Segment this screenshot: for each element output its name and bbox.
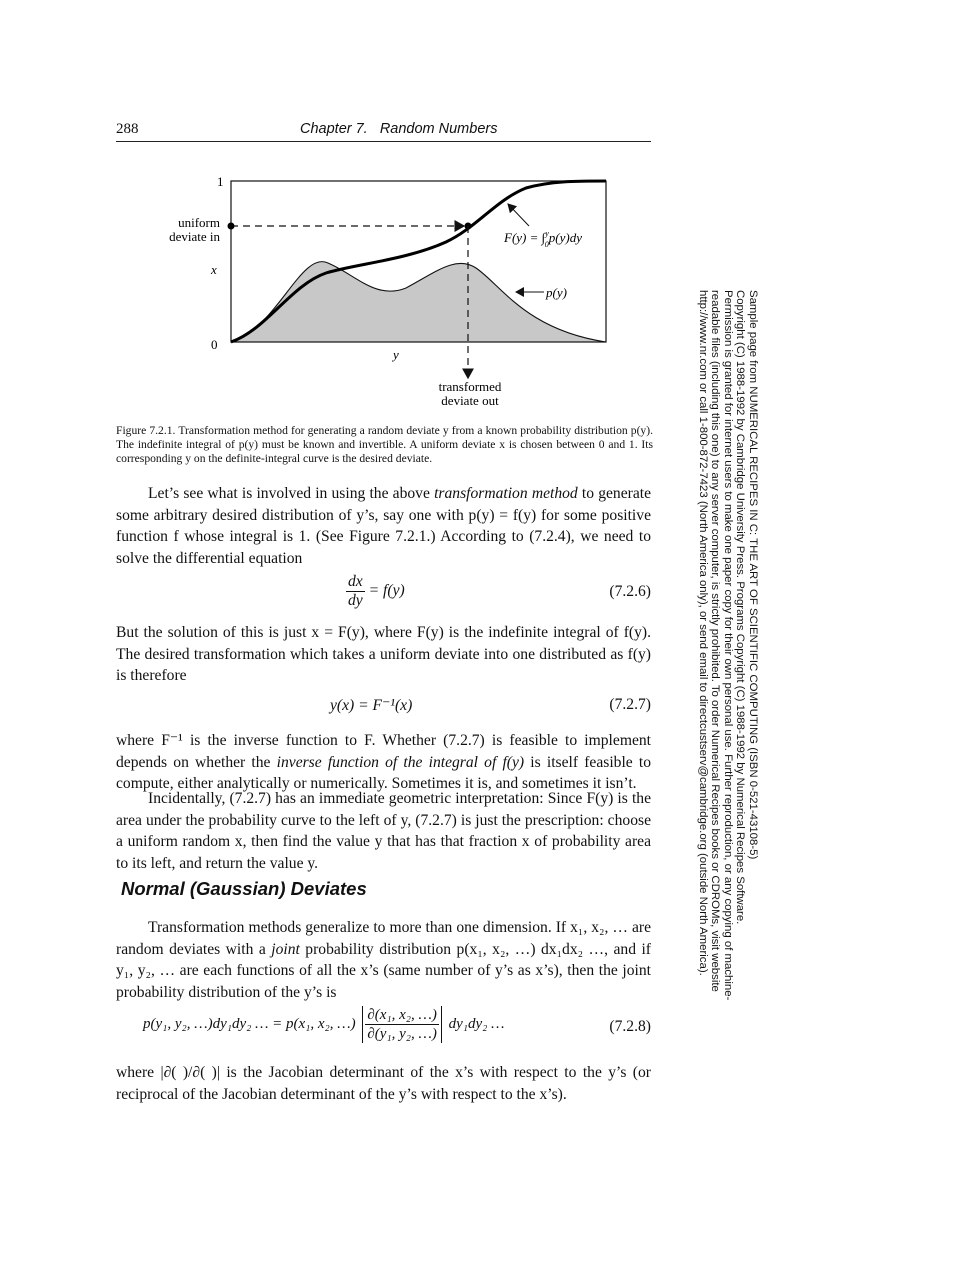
chapter-title: Random Numbers bbox=[379, 121, 498, 137]
paragraph-1: Let’s see what is involved in using the above transformation method to generate some arbitrary desired distribution of y’s, say one with p(y) = f(y) for some positive function f whose integral is 1. (See Figure 7.2.1.) According to (7.2.4), we need to solve the differential equation bbox=[116, 485, 651, 567]
density-label: p(y) bbox=[546, 285, 567, 300]
copyright-sidebar bbox=[695, 290, 759, 1001]
label-deviate-out: deviate out bbox=[441, 393, 499, 408]
sidebar-line-5: http://www.nr.com or call 1-800-872-7423 (North America only), or send email to directcustserv@cambridge.org (outside North America). bbox=[697, 290, 709, 976]
cumulative-pointer bbox=[508, 204, 529, 226]
figure-caption: Figure 7.2.1. Transformation method for generating a random deviate y from a known probability distribution p(y). The indefinite integral of p(y) must be known and invertible. A uniform deviate x is chosen between 0 and 1. Its corresponding y on the definite-integral curve is the desired deviate. bbox=[116, 424, 653, 465]
page-number: 288 bbox=[116, 121, 139, 137]
transformation-figure bbox=[116, 160, 656, 420]
equation-label-7-2-8: (7.2.8) bbox=[609, 1018, 651, 1035]
paragraph-5: Transformation methods generalize to more than one dimension. If x₁, x₂, … are random deviates with a joint probability distribution p(x₁, x₂, …) dx₁dx₂ …, and if y₁, y₂, … are each functions of all the x’s (same number of y’s as x’s), then the joint probability distribution of the y’s is bbox=[116, 919, 651, 1001]
probability-density-area bbox=[231, 262, 606, 342]
equation-7-2-8: p(y₁, y₂, …)dy₁dy₂ … = p(x₁, x₂, …) $\frac{\text{∂(x₁, x₂, …)}}{\text{∂(y₁, y₂, …)}}$ dy₁dy₂ … bbox=[143, 1007, 505, 1042]
header-rule bbox=[116, 141, 651, 142]
equation-7-2-7: y(x) = F⁻¹(x) bbox=[330, 697, 413, 714]
label-deviate-in: deviate in bbox=[169, 229, 220, 244]
start-dot bbox=[228, 223, 235, 230]
paragraph-4: Incidentally, (7.2.7) has an immediate geometric interpretation: Since F(y) is the area under the probability curve to the left of y, (7.2.7) is just the prescription: choose a uniform random x, then find the value y that has that fraction x of probability area to its left, and return the value y. bbox=[116, 790, 651, 872]
running-header bbox=[300, 121, 497, 137]
axis-label-y: y bbox=[393, 347, 399, 362]
axis-label-x: x bbox=[211, 262, 217, 277]
cumulative-formula: F(y) = ∫$^y$ 0p(y)dy bbox=[504, 229, 582, 249]
equation-7-2-6: $\frac{dx}{dy}$ = f(y) bbox=[348, 573, 405, 609]
section-heading: Normal (Gaussian) Deviates bbox=[121, 878, 367, 899]
axis-label-one: 1 bbox=[217, 174, 224, 189]
paragraph-2: But the solution of this is just x = F(y), where F(y) is the indefinite integral of f(y). The desired transformation which takes a uniform deviate into one distributed as f(y) is therefore bbox=[116, 624, 651, 685]
sidebar-line-4: readable files (including this one) to any server computer, is strictly prohibited. To order Numerical Recipes books or CDROMs, visit website bbox=[709, 290, 722, 992]
equation-label-7-2-7: (7.2.7) bbox=[609, 696, 651, 713]
label-transformed: transformed bbox=[438, 379, 502, 394]
equation-label-7-2-6: (7.2.6) bbox=[609, 583, 651, 600]
sidebar-line-2: Copyright (C) 1988-1992 by Cambridge University Press. Programs Copyright (C) 1988-1992 by Numerical Recipes Software. bbox=[734, 290, 747, 925]
axis-label-zero: 0 bbox=[211, 337, 218, 352]
chapter-label: Chapter 7. bbox=[300, 121, 368, 137]
paragraph-6: where |∂( )/∂( )| is the Jacobian determinant of the x’s with respect to the y’s (or reciprocal of the Jacobian determinant of the y’s with respect to the x’s). bbox=[116, 1064, 651, 1103]
paragraph-3: where F⁻¹ is the inverse function to F. Whether (7.2.7) is feasible to implement depends on whether the inverse function of the integral of f(y) is itself feasible to compute, either analytically or numerically. Sometimes it is, and sometimes it isn’t. bbox=[116, 732, 651, 793]
sidebar-line-1: Sample page from NUMERICAL RECIPES IN C: THE ART OF SCIENTIFIC COMPUTING (ISBN 0-521-43108-5) bbox=[747, 290, 759, 860]
sidebar-line-3: Permission is granted for internet users to make one paper copy for their own personal use. Further reproduction, or any copying of machine- bbox=[722, 290, 734, 1001]
label-uniform: uniform bbox=[178, 215, 220, 230]
